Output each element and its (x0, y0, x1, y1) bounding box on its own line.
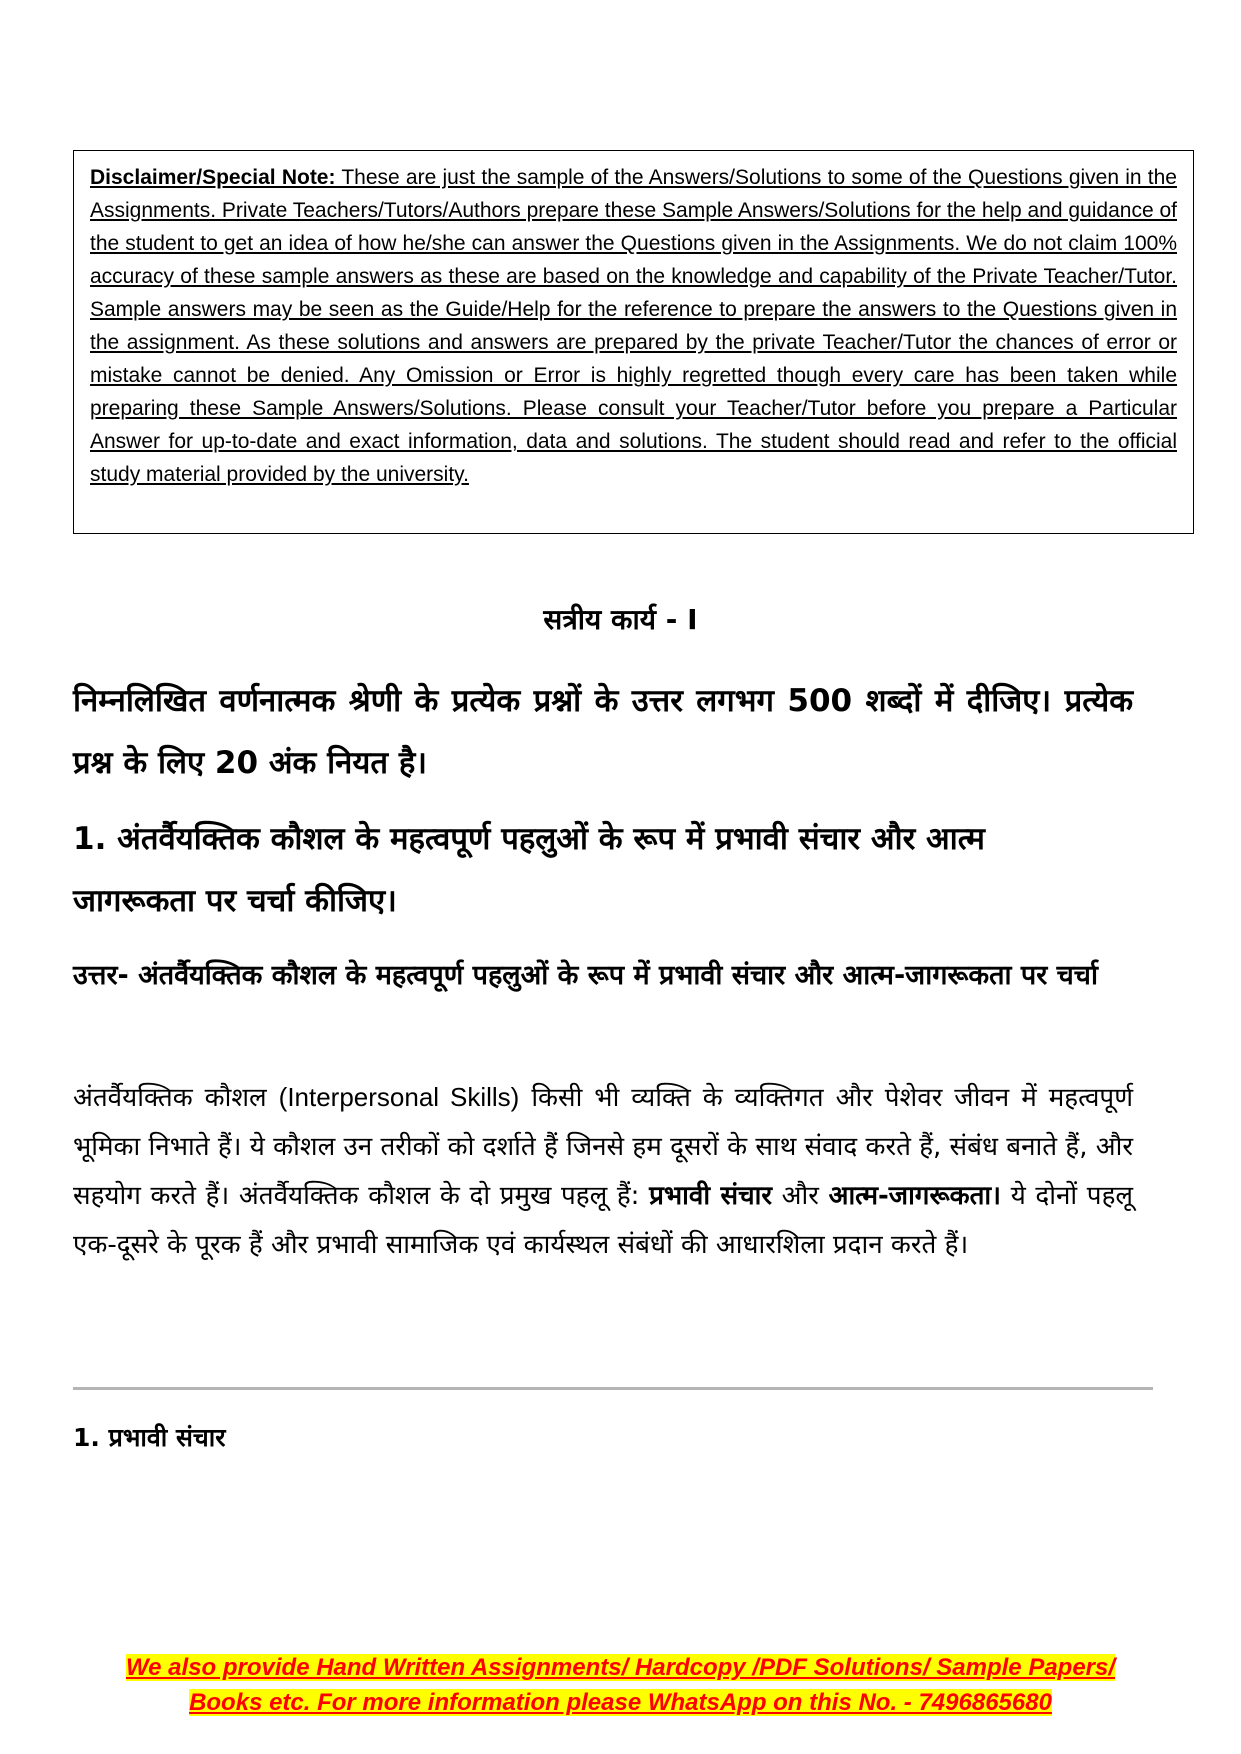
footer-promo (0, 1650, 1241, 1720)
footer-line-1: We also provide Hand Written Assignments/ Hardcopy /PDF Solutions/ Sample Papers/ (125, 1654, 1116, 1681)
answer-para-english: (Interpersonal Skills) (278, 1082, 520, 1112)
answer-para-and: और (772, 1181, 829, 1211)
subheading: 1. प्रभावी संचार (73, 1423, 226, 1452)
question-text: 1. अंतर्वैयक्तिक कौशल के महत्वपूर्ण पहलुओं के रूप में प्रभावी संचार और आत्म जागरूकता पर चर्चा कीजिए। (73, 821, 985, 919)
footer-line-2: Books etc. For more information please WhatsApp on this No. - 7496865680 (189, 1689, 1052, 1716)
disclaimer-body: These are just the sample of the Answers/Solutions to some of the Questions given in the Assignments. Private Teachers/Tutors/Authors prepare these Sample Answers/Solutions for the help and guidance of the student to get an idea of how he/she can answer the Questions given in the Assignments. We do not claim 100% accuracy of these sample answers as these are based on the knowledge and capability of the Private Teacher/Tutor. Sample answers may be seen as the Guide/Help for the reference to prepare the answers to the Questions given in the assignment. As these solutions and answers are prepared by the private Teacher/Tutor the chances of error or mistake cannot be denied. Any Omission or Error is highly regretted though every care has been taken while preparing these Sample Answers/Solutions. Please consult your Teacher/Tutor before you prepare a Particular Answer for up-to-date and exact information, data and solutions. The student should read and refer to the official study material provided by the university. (90, 166, 1177, 486)
answer-para-part1: अंतर्वैयक्तिक कौशल (73, 1083, 279, 1113)
answer-heading: उत्तर- अंतर्वैयक्तिक कौशल के महत्वपूर्ण पहलुओं के रूप में प्रभावी संचार और आत्म-जागरूकता पर चर्चा (73, 960, 1098, 991)
disclaimer-text (90, 161, 1177, 491)
bold-term-effective-communication: प्रभावी संचार (649, 1181, 772, 1211)
section-divider (73, 1387, 1153, 1390)
answer-paragraph (73, 1073, 1133, 1270)
assignment-title: सत्रीय कार्य - I (543, 603, 698, 636)
disclaimer-label: Disclaimer/Special Note: (90, 166, 336, 189)
answer-para-part3: ये दोनों पहलू एक-दूसरे के पूरक हैं और प्रभावी सामाजिक एवं कार्यस्थल संबंधों की आधारशिला प्रदान करते हैं। (73, 1181, 1133, 1260)
disclaimer-box (73, 150, 1194, 534)
answer-para-part2: किसी भी व्यक्ति के व्यक्तिगत और पेशेवर जीवन में महत्वपूर्ण भूमिका निभाते हैं। ये कौशल उन तरीकों को दर्शाते हैं जिनसे हम दूसरों के साथ संवाद करते हैं, संबंध बनाते हैं, और सहयोग करते हैं। अंतर्वैयक्तिक कौशल के दो प्रमुख पहलू हैं: (73, 1083, 1133, 1211)
bold-term-self-awareness: आत्म-जागरूकता। (828, 1181, 1002, 1211)
instruction-text: निम्नलिखित वर्णनात्मक श्रेणी के प्रत्येक प्रश्नों के उत्तर लगभग 500 शब्दों में दीजिए। प्रत्येक प्रश्न के लिए 20 अंक नियत है। (73, 683, 1133, 781)
